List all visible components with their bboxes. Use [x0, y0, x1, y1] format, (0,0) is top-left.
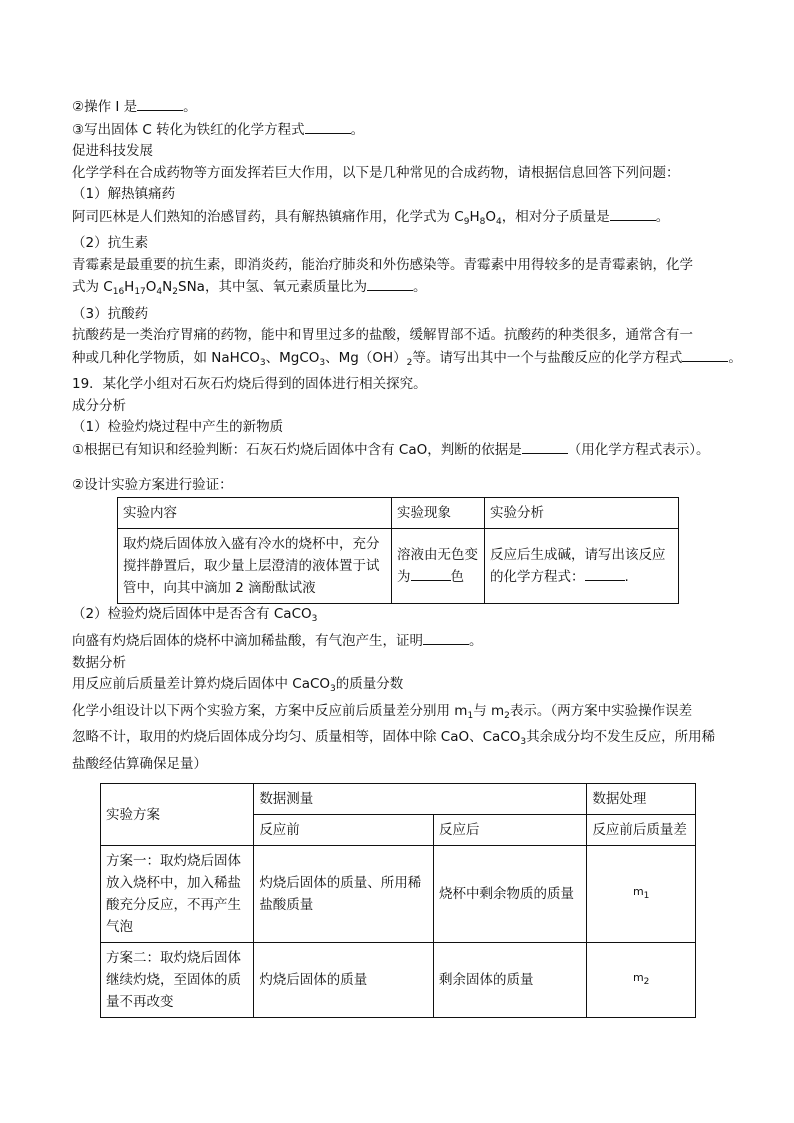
- subscript: 3: [259, 357, 266, 368]
- table-cell: [485, 528, 679, 603]
- subheading: （1）检验灼烧过程中产生的新物质: [72, 419, 284, 435]
- subscript: 3: [319, 357, 326, 368]
- answer-blank[interactable]: [305, 119, 351, 134]
- table-cell: 方案一：取灼烧后固体放入烧杯中，加入稀盐酸充分反应，不再产生气泡: [101, 846, 254, 943]
- table-cell: 剩余固体的质量: [434, 943, 587, 1018]
- subscript: 2: [172, 287, 178, 297]
- subscript: 3: [311, 613, 318, 624]
- paragraph-line: [72, 727, 732, 754]
- table-cell: [392, 528, 485, 603]
- text: N: [162, 279, 173, 295]
- text: 色: [450, 568, 464, 585]
- answer-blank[interactable]: [522, 439, 568, 454]
- text: ①根据已有知识和经验判断：石灰石灼烧后固体中含有 CaO，判断的依据是: [72, 441, 522, 458]
- subscript: 1: [467, 710, 474, 721]
- paragraph-line: 青霉素是最重要的抗生素，即消炎药，能治疗肺炎和外伤感染等。青霉素中用得较多的是青霉素钠，化学: [72, 256, 693, 273]
- text: 。: [728, 349, 742, 366]
- table-cell: 取灼烧后固体放入盛有冷水的烧杯中，充分搅拌静置后，取少量上层澄清的液体置于试管中，向其中滴加 2 滴酚酞试液: [118, 528, 392, 603]
- text: 等。请写出其中一个与盐酸反应的化学方程式: [412, 349, 683, 366]
- text: O: [485, 208, 496, 225]
- answer-blank[interactable]: [411, 566, 451, 581]
- text: 溶液由无色变为: [397, 546, 478, 585]
- text: ③写出固体 C 转化为铁红的化学方程式: [72, 121, 305, 138]
- text: 种或几种化学物质，如 NaHCO: [72, 349, 260, 366]
- question-line: [72, 96, 732, 119]
- text: 。: [350, 121, 365, 138]
- question-line: [72, 630, 732, 653]
- text: .: [624, 568, 629, 585]
- subheading: （1）解热镇痛药: [72, 186, 176, 202]
- text: 化学小组设计以下两个实验方案，方案中反应前后质量差分别用 m: [72, 702, 468, 719]
- text: 阿司匹林是人们熟知的治感冒药，具有解热镇痛作用，化学式为 C: [72, 208, 464, 225]
- question-line: [72, 119, 732, 142]
- header-cell: 反应前后质量差: [587, 815, 696, 846]
- answer-blank[interactable]: [423, 630, 469, 645]
- subheading: （3）抗酸药: [72, 305, 149, 322]
- text: 与 m: [473, 702, 505, 719]
- text: ②操作 I 是: [72, 99, 138, 115]
- paragraph-line: 盐酸经估算确保足量）: [72, 755, 207, 772]
- text: ，相对分子质量是: [501, 208, 610, 225]
- answer-blank[interactable]: [682, 347, 728, 362]
- section-heading: 促进科技发展: [72, 143, 153, 159]
- question-line: [72, 206, 732, 234]
- subscript: 16: [112, 287, 125, 297]
- subheading: [72, 604, 732, 631]
- text: H: [469, 208, 480, 225]
- header-cell: 实验内容: [118, 497, 392, 528]
- text: 。: [183, 99, 197, 115]
- subscript: 2: [643, 977, 650, 987]
- text: 向盛有灼烧后固体的烧杯中滴加稀盐酸，有气泡产生，证明: [72, 633, 423, 649]
- header-cell: 实验方案: [101, 784, 254, 846]
- data-table: [100, 783, 696, 1018]
- subscript: 8: [479, 216, 486, 227]
- paragraph-line: 抗酸药是一类治疗胃痛的药物，能中和胃里过多的盐酸，缓解胃部不适。抗酸药的种类很多，通常含有一: [72, 327, 693, 343]
- text: （用化学方程式表示）。: [567, 441, 710, 458]
- question-line: [72, 347, 742, 375]
- question-line: [72, 439, 732, 462]
- text: 。: [412, 279, 427, 295]
- table-cell: [587, 846, 696, 943]
- text: 其余成分均不发生反应，所用稀: [526, 729, 716, 745]
- text: 。: [655, 208, 670, 225]
- subscript: 2: [406, 357, 413, 368]
- spacer: [72, 461, 732, 475]
- text: 表示。（两方案中实验操作误差: [509, 702, 693, 719]
- document-page: [72, 96, 742, 1018]
- table-cell: 烧杯中剩余物质的质量: [434, 846, 587, 943]
- text: 用反应前后质量差计算灼烧后固体中 CaCO: [72, 676, 331, 692]
- paragraph-line: [72, 701, 732, 728]
- text: 忽略不计，取用的灼烧后固体成分均匀、质量相等，固体中除 CaO、CaCO: [72, 729, 521, 745]
- text: H: [124, 279, 135, 295]
- subscript: 17: [134, 287, 146, 297]
- text: 式为 C: [72, 279, 113, 295]
- subscript: 9: [463, 216, 470, 227]
- text: SNa，其中氢、氧元素质量比为: [178, 279, 367, 295]
- subscript: 1: [643, 891, 650, 901]
- section-heading: 成分分析: [72, 397, 126, 414]
- table-cell: 方案二：取灼烧后固体继续灼烧，至固体的质量不再改变: [101, 943, 254, 1018]
- table-cell: 灼烧后固体的质量、所用稀盐酸质量: [254, 846, 434, 943]
- section-heading: 数据分析: [72, 654, 126, 671]
- subscript: 3: [520, 737, 527, 747]
- text: 反应后生成碱，请写出该反应的化学方程式：: [490, 546, 666, 585]
- table-row: [118, 528, 679, 603]
- answer-blank[interactable]: [585, 566, 625, 581]
- header-cell: 反应前: [254, 815, 434, 846]
- answer-blank[interactable]: [610, 206, 656, 221]
- table-row: [101, 846, 696, 943]
- header-cell: 实验分析: [485, 497, 679, 528]
- answer-blank[interactable]: [367, 276, 413, 291]
- text: m: [632, 971, 644, 984]
- text: 的质量分数: [335, 676, 404, 692]
- text: m: [632, 885, 644, 898]
- subscript: 4: [495, 216, 502, 227]
- table-row: [101, 943, 696, 1018]
- header-cell: 实验现象: [392, 497, 485, 528]
- answer-blank[interactable]: [137, 96, 183, 111]
- text: 、Mg（OH）: [325, 349, 407, 366]
- text: （2）检验灼烧后固体中是否含有 CaCO: [72, 605, 312, 622]
- table-cell: [587, 943, 696, 1018]
- text: O: [145, 279, 157, 295]
- paragraph-line: ②设计实验方案进行验证：: [72, 477, 233, 493]
- experiment-table: [117, 497, 679, 604]
- table-header-row: [118, 497, 679, 528]
- paragraph-line: [72, 674, 732, 701]
- table-cell: 灼烧后固体的质量: [254, 943, 434, 1018]
- header-cell: 数据处理: [587, 784, 696, 815]
- question-line: [72, 276, 732, 304]
- subscript: 2: [504, 710, 510, 721]
- subheading: （2）抗生素: [72, 235, 149, 251]
- header-cell: 数据测量: [254, 784, 587, 815]
- paragraph-line: 化学学科在合成药物等方面发挥若巨大作用，以下是几种常见的合成药物，请根据信息回答下列问题：: [72, 164, 680, 181]
- question-title: 19．某化学小组对石灰石灼烧后得到的固体进行相关探究。: [72, 376, 427, 392]
- text: 、MgCO: [265, 349, 320, 366]
- text: 。: [469, 633, 483, 649]
- subscript: 4: [156, 287, 163, 297]
- table-header-row: [101, 784, 696, 815]
- subscript: 3: [330, 684, 336, 694]
- header-cell: 反应后: [434, 815, 587, 846]
